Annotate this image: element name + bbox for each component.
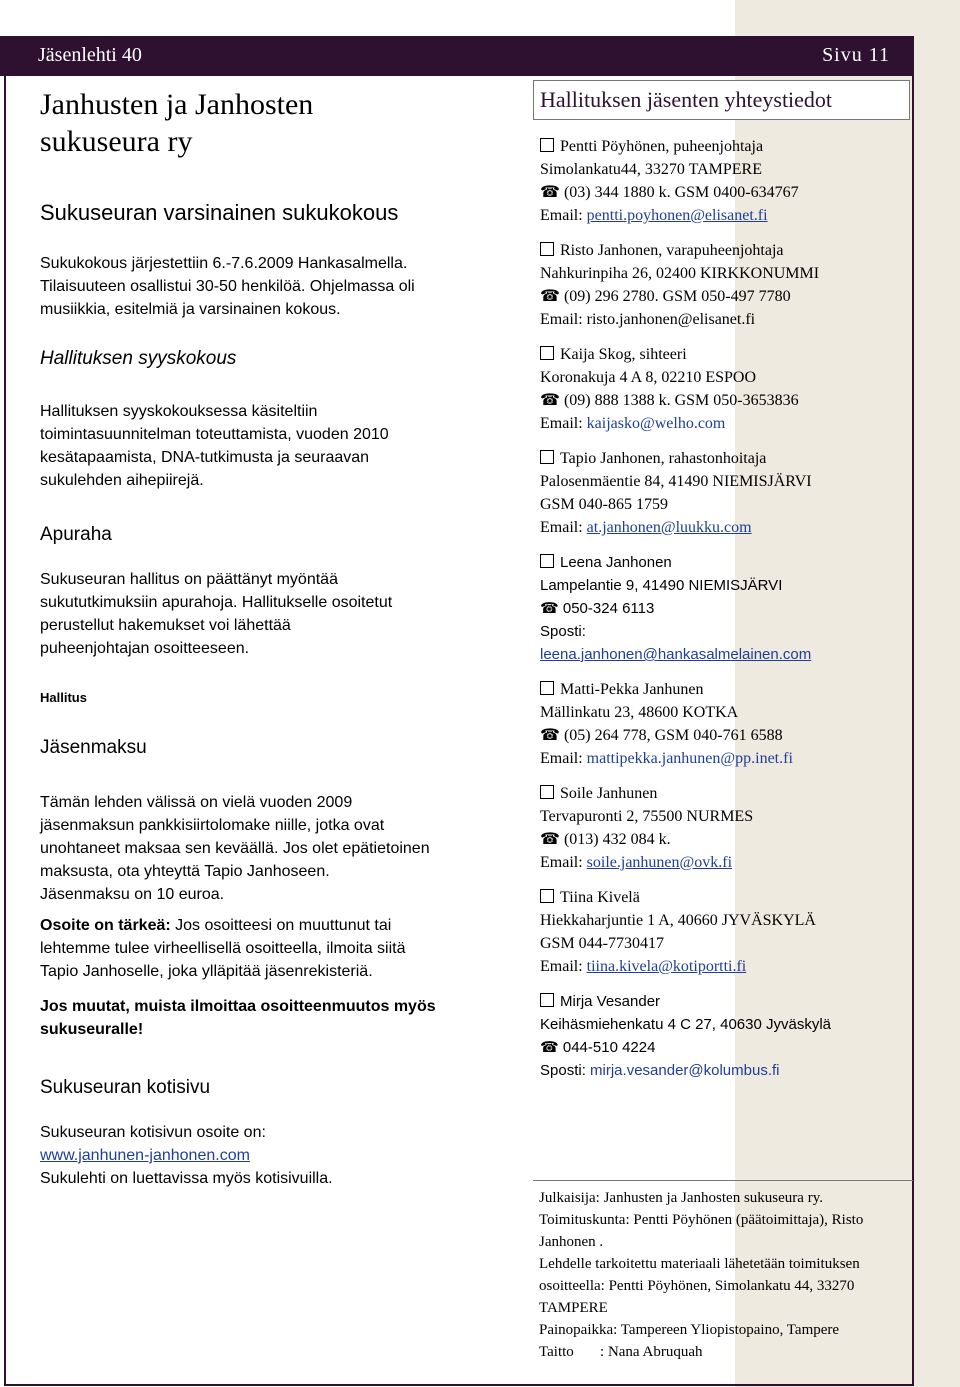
contact-name: Kaija Skog, sihteeri bbox=[560, 346, 687, 363]
contact-name: Leena Janhonen bbox=[560, 554, 672, 571]
website-link[interactable]: www.janhunen-janhonen.com bbox=[40, 1147, 250, 1164]
contact-name: Soile Janhunen bbox=[560, 785, 658, 802]
article-title: Janhusten ja Janhosten sukuseura ry bbox=[40, 88, 314, 158]
contact-address: Nahkurinpiha 26, 02400 KIRKKONUMMI bbox=[540, 265, 820, 282]
contact-phone: GSM 044-7730417 bbox=[540, 935, 665, 952]
checkbox-icon bbox=[540, 889, 554, 903]
contact-entry bbox=[540, 239, 900, 331]
checkbox-icon bbox=[540, 138, 554, 152]
contact-email: risto.janhonen@elisanet.fi bbox=[586, 311, 756, 328]
printing-line: Painopaikka: Tampereen Yliopistopaino, Tampere bbox=[539, 1322, 840, 1338]
checkbox-icon bbox=[540, 993, 554, 1007]
section-text-syyskokous: Hallituksen syyskokouksessa käsiteltiin toimintasuunnitelman toteuttamista, vuoden 2010 kesätapaamista, DNA-tutkimusta ja seuraavan sukulehden aihepiirejä. bbox=[40, 403, 389, 489]
section-title-kotisivu: Sukuseuran kotisivu bbox=[40, 1077, 211, 1098]
section-text-sukukokous: Sukukokous järjestettiin 6.-7.6.2009 Hankasalmella. Tilaisuuteen osallistui 30-50 henkilöä. Ohjelmassa oli musiikkia, esitelmiä ja varsinainen kokous. bbox=[40, 255, 415, 318]
checkbox-icon bbox=[540, 785, 554, 799]
checkbox-icon bbox=[540, 450, 554, 464]
contact-entry bbox=[540, 678, 900, 770]
contact-email: kaijasko@welho.com bbox=[586, 415, 726, 432]
contact-name: Pentti Pöyhönen, puheenjohtaja bbox=[560, 138, 764, 155]
contact-phone: (013) 432 084 k. bbox=[563, 831, 671, 848]
checkbox-icon bbox=[540, 242, 554, 256]
contact-entry bbox=[540, 551, 900, 666]
contact-entry bbox=[540, 990, 900, 1082]
contact-address: Palosenmäentie 84, 41490 NIEMISJÄRVI bbox=[540, 473, 812, 490]
section-title-sukukokous: Sukuseuran varsinainen sukukokous bbox=[40, 200, 399, 225]
contact-address: Mällinkatu 23, 48600 KOTKA bbox=[540, 704, 739, 721]
contact-phone: (05) 264 778, GSM 040-761 6588 bbox=[563, 727, 783, 744]
contact-email: mattipekka.janhunen@pp.inet.fi bbox=[586, 750, 793, 767]
section-text-kotisivu: Sukuseuran kotisivun osoite on: bbox=[40, 1124, 266, 1141]
checkbox-icon bbox=[540, 554, 554, 568]
signature-hallitus: Hallitus bbox=[40, 690, 87, 705]
email-label: Email: bbox=[540, 750, 587, 767]
contact-email[interactable]: tiina.kivela@kotiportti.fi bbox=[586, 958, 747, 975]
section-title-apuraha: Apuraha bbox=[40, 524, 112, 545]
email-label: Sposti: bbox=[540, 623, 586, 640]
submission-line: Lehdelle tarkoitettu materiaali lähetetään toimituksen osoitteella: Pentti Pöyhönen, Simolankatu 44, 33270 TAMPERE bbox=[539, 1256, 860, 1316]
contact-name: Matti-Pekka Janhunen bbox=[560, 681, 704, 698]
email-label: Email: bbox=[540, 311, 587, 328]
contacts-heading: Hallituksen jäsenten yhteystiedot bbox=[540, 87, 833, 112]
email-label: Email: bbox=[540, 415, 587, 432]
important-label: Osoite on tärkeä: bbox=[40, 917, 171, 934]
contact-phone: (09) 888 1388 k. GSM 050-3653836 bbox=[563, 392, 799, 409]
email-label: Email: bbox=[540, 958, 587, 975]
contact-entry bbox=[540, 343, 900, 435]
contact-email[interactable]: pentti.poyhonen@elisanet.fi bbox=[586, 207, 768, 224]
section-text-apuraha-2: puheenjohtajan osoitteeseen. bbox=[40, 640, 250, 657]
publisher-line: Julkaisija: Janhusten ja Janhosten sukuseura ry. bbox=[539, 1190, 823, 1206]
contact-email: mirja.vesander@kolumbus.fi bbox=[590, 1062, 780, 1079]
contact-email[interactable]: at.janhonen@luukku.com bbox=[586, 519, 752, 536]
checkbox-icon bbox=[540, 346, 554, 360]
contact-address: Koronakuja 4 A 8, 02210 ESPOO bbox=[540, 369, 756, 386]
phone-icon: ☎ bbox=[540, 184, 564, 201]
contact-phone: 044-510 4224 bbox=[562, 1039, 656, 1056]
contact-address: Lampelantie 9, 41490 NIEMISJÄRVI bbox=[540, 577, 783, 594]
important-notice bbox=[40, 914, 440, 983]
phone-icon: ☎ bbox=[540, 392, 564, 409]
contact-address: Hiekkaharjuntie 1 A, 40660 JYVÄSKYLÄ bbox=[540, 912, 816, 929]
layout-line: Taitto : Nana Abruquah bbox=[539, 1344, 703, 1360]
publisher-info bbox=[533, 1180, 913, 1377]
website-link-line bbox=[40, 1144, 440, 1167]
contact-phone: 050-324 6113 bbox=[562, 600, 655, 617]
email-label: Email: bbox=[540, 207, 587, 224]
phone-icon: ☎ bbox=[540, 1039, 563, 1056]
section-title-jasenmaksu: Jäsenmaksu bbox=[40, 737, 147, 758]
page-number: Sivu 11 bbox=[822, 44, 890, 66]
editorial-line: Toimituskunta: Pentti Pöyhönen (päätoimittaja), Risto Janhonen . bbox=[539, 1212, 864, 1250]
email-label: Email: bbox=[540, 854, 587, 871]
contact-name: Risto Janhonen, varapuheenjohtaja bbox=[560, 242, 784, 259]
contacts-heading-box bbox=[533, 80, 910, 120]
section-text-jasenmaksu: Tämän lehden välissä on vielä vuoden 2009 jäsenmaksun pankkisiirtolomake niille, jotka ovat unohtaneet maksaa sen keväällä. Jos olet epätietoinen maksusta, ota yhteyttä Tapio Janhoseen. bbox=[40, 794, 430, 880]
phone-icon: ☎ bbox=[540, 288, 564, 305]
contact-email[interactable]: leena.janhonen@hankasalmelainen.com bbox=[540, 646, 812, 663]
important-text: Jos osoitteesi on muuttunut tai lehtemme tulee virheellisellä osoitteella, ilmoita siitä Tapio Janhoselle, joka ylläpitää jäsenrekisteriä. bbox=[40, 917, 406, 980]
contact-entry bbox=[540, 447, 900, 539]
contact-email[interactable]: soile.janhunen@ovk.fi bbox=[586, 854, 733, 871]
page-header-bar bbox=[0, 36, 912, 76]
section-text-kotisivu-2: Sukulehti on luettavissa myös kotisivuilla. bbox=[40, 1170, 333, 1187]
contact-phone: (09) 296 2780. GSM 050-497 7780 bbox=[563, 288, 791, 305]
issue-label: Jäsenlehti 40 bbox=[38, 44, 142, 66]
contact-phone: GSM 040-865 1759 bbox=[540, 496, 669, 513]
contact-entry bbox=[540, 135, 900, 227]
section-title-syyskokous: Hallituksen syyskokous bbox=[40, 348, 237, 369]
contacts-list bbox=[540, 135, 900, 1094]
bold-notice: Jos muutat, muista ilmoittaa osoitteenmuutos myös sukuseuralle! bbox=[40, 998, 436, 1038]
contact-name: Tiina Kivelä bbox=[560, 889, 640, 906]
phone-icon: ☎ bbox=[540, 831, 564, 848]
email-label: Sposti: bbox=[540, 1062, 591, 1079]
checkbox-icon bbox=[540, 681, 554, 695]
contact-entry bbox=[540, 782, 900, 874]
contact-name: Tapio Janhonen, rahastonhoitaja bbox=[560, 450, 767, 467]
section-text-apuraha: Sukuseuran hallitus on päättänyt myöntää sukututkimuksiin apurahoja. Hallitukselle osoitetut perustellut hakemukset voi lähettää bbox=[40, 571, 393, 634]
contact-address: Simolankatu44, 33270 TAMPERE bbox=[540, 161, 762, 178]
email-label: Email: bbox=[540, 519, 587, 536]
contact-phone: (03) 344 1880 k. GSM 0400-634767 bbox=[563, 184, 799, 201]
left-column bbox=[40, 86, 440, 1190]
phone-icon: ☎ bbox=[540, 727, 564, 744]
contact-name: Mirja Vesander bbox=[560, 993, 661, 1010]
membership-fee-text: Jäsenmaksu on 10 euroa. bbox=[40, 886, 225, 903]
contact-address: Keihäsmiehenkatu 4 C 27, 40630 Jyväskylä bbox=[540, 1016, 832, 1033]
contact-address: Tervapuronti 2, 75500 NURMES bbox=[540, 808, 754, 825]
contact-entry bbox=[540, 886, 900, 978]
phone-icon: ☎ bbox=[540, 600, 563, 617]
